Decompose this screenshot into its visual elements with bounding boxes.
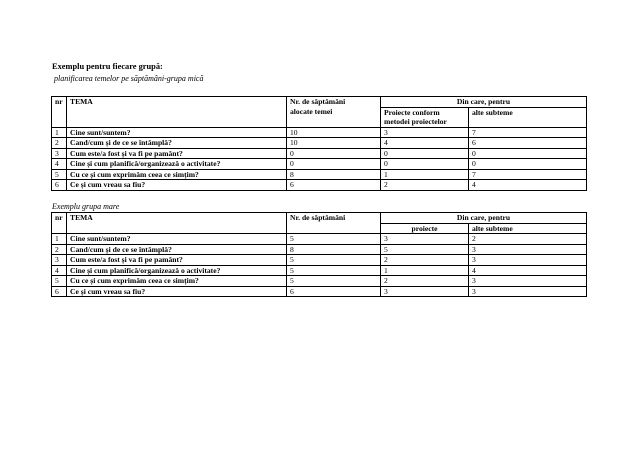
cell-other: 3 [469, 244, 587, 255]
cell-other: 3 [469, 276, 587, 287]
cell-nr: 4 [52, 265, 67, 276]
cell-projects: 3 [381, 286, 469, 297]
document-subheading: planificarea temelor pe săptămâni-grupa mică [54, 74, 204, 83]
cell-weeks: 5 [287, 234, 381, 245]
header-tema: TEMA [67, 213, 287, 234]
cell-projects: 3 [381, 234, 469, 245]
cell-weeks: 0 [287, 148, 381, 159]
cell-other: 4 [469, 180, 587, 191]
cell-projects: 0 [381, 159, 469, 170]
header-other: alte subteme [469, 223, 587, 234]
cell-tema: Ce și cum vreau sa fiu? [67, 180, 287, 191]
second-table-caption: Exemplu grupa mare [52, 202, 120, 211]
table-row [52, 159, 587, 170]
header-projects [381, 107, 469, 127]
cell-weeks: 8 [287, 244, 381, 255]
cell-nr: 6 [52, 180, 67, 191]
document-heading: Exemplu pentru fiecare grupă: [52, 62, 163, 71]
table-row [52, 148, 587, 159]
cell-weeks: 8 [287, 169, 381, 180]
cell-weeks: 10 [287, 127, 381, 138]
table-row [52, 255, 587, 266]
header-nr: nr [52, 97, 67, 128]
cell-other: 6 [469, 138, 587, 149]
cell-other: 7 [469, 169, 587, 180]
cell-nr: 6 [52, 286, 67, 297]
table-row [52, 286, 587, 297]
cell-tema: Cand/cum și de ce se întâmplă? [67, 244, 287, 255]
cell-tema: Cum este/a fost și va fi pe pamânt? [67, 255, 287, 266]
cell-projects: 2 [381, 180, 469, 191]
cell-nr: 5 [52, 169, 67, 180]
cell-nr: 2 [52, 138, 67, 149]
cell-other: 0 [469, 159, 587, 170]
cell-tema: Cum este/a fost și va fi pe pamânt? [67, 148, 287, 159]
cell-weeks: 10 [287, 138, 381, 149]
cell-weeks: 5 [287, 265, 381, 276]
planning-table-small-group [51, 96, 587, 191]
header-nr: nr [52, 213, 67, 234]
cell-projects: 2 [381, 255, 469, 266]
cell-tema: Cine sunt/suntem? [67, 127, 287, 138]
cell-tema: Ce și cum vreau sa fiu? [67, 286, 287, 297]
header-split: Din care, pentru [381, 97, 587, 108]
cell-other: 4 [469, 265, 587, 276]
cell-projects: 2 [381, 276, 469, 287]
table-row [52, 234, 587, 245]
cell-nr: 1 [52, 127, 67, 138]
cell-other: 0 [469, 148, 587, 159]
table-row [52, 265, 587, 276]
cell-projects: 1 [381, 169, 469, 180]
header-split: Din care, pentru [381, 213, 587, 224]
header-weeks: Nr. de săptămâni [287, 213, 381, 234]
cell-weeks: 6 [287, 180, 381, 191]
cell-nr: 2 [52, 244, 67, 255]
table-row [52, 244, 587, 255]
cell-other: 3 [469, 255, 587, 266]
header-projects: proiecte [381, 223, 469, 234]
table-row [52, 169, 587, 180]
header-projects-line1: Proiecte conform [384, 107, 440, 117]
cell-projects: 4 [381, 138, 469, 149]
cell-nr: 4 [52, 159, 67, 170]
cell-nr: 3 [52, 148, 67, 159]
cell-other: 3 [469, 286, 587, 297]
header-weeks-line1: Nr. de săptămâni [290, 97, 346, 106]
table-row [52, 180, 587, 191]
cell-tema: Cu ce și cum exprimăm ceea ce simțim? [67, 276, 287, 287]
planning-table-large-group [51, 212, 587, 297]
cell-projects: 5 [381, 244, 469, 255]
header-other: alte subteme [469, 107, 587, 127]
cell-tema: Cand/cum și de ce se întâmplă? [67, 138, 287, 149]
cell-tema: Cine și cum planifică/organizează o activitate? [67, 265, 287, 276]
cell-other: 7 [469, 127, 587, 138]
cell-tema: Cu ce și cum exprimăm ceea ce simțim? [67, 169, 287, 180]
cell-nr: 5 [52, 276, 67, 287]
table-row [52, 127, 587, 138]
cell-nr: 3 [52, 255, 67, 266]
cell-weeks: 5 [287, 255, 381, 266]
cell-projects: 1 [381, 265, 469, 276]
header-weeks-line2: alocate temei [290, 106, 333, 116]
header-tema: TEMA [67, 97, 287, 128]
cell-weeks: 0 [287, 159, 381, 170]
cell-other: 2 [469, 234, 587, 245]
cell-projects: 3 [381, 127, 469, 138]
header-weeks [287, 97, 381, 128]
cell-weeks: 6 [287, 286, 381, 297]
table-row [52, 276, 587, 287]
table-header-row [52, 213, 587, 224]
cell-projects: 0 [381, 148, 469, 159]
cell-tema: Cine sunt/suntem? [67, 234, 287, 245]
cell-tema: Cine și cum planifică/organizează o activitate? [67, 159, 287, 170]
table-row [52, 138, 587, 149]
header-projects-line2: metodei proiectelor [384, 117, 447, 126]
cell-weeks: 5 [287, 276, 381, 287]
table-header-row [52, 97, 587, 108]
cell-nr: 1 [52, 234, 67, 245]
